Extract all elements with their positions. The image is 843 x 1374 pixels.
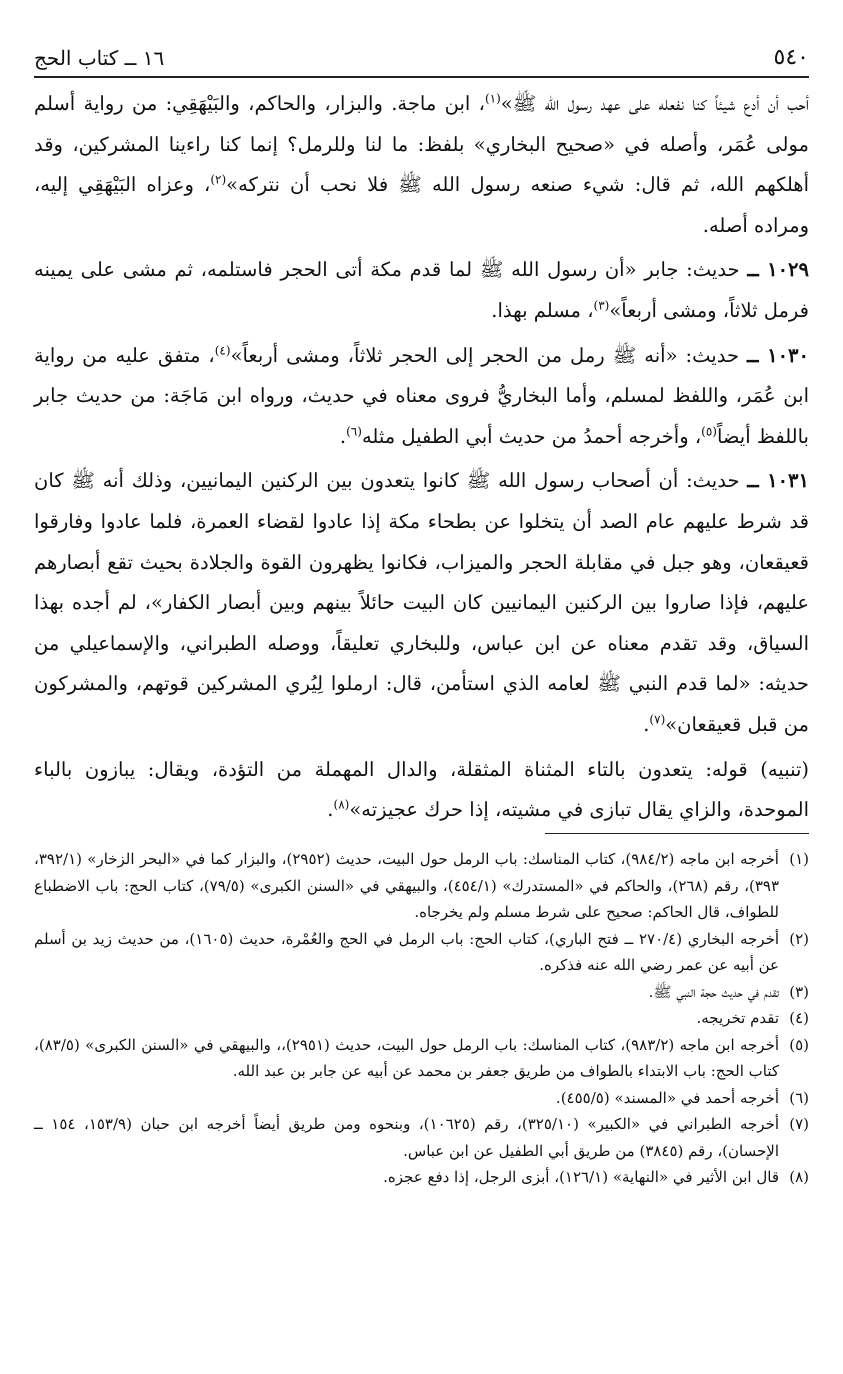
paragraph-text: (تنبيه) قوله: يتعدون بالتاء المثناة المثقلة، والدال المهملة من التؤدة، ويقال: يبازون بالباء الموحدة، والزاي يقال تبازى في مشيته، إذا حرك عجيزته» [34, 757, 809, 822]
footnote-item [34, 979, 809, 1006]
footnote-ref: (٥) [701, 424, 717, 439]
paragraph-text: . [339, 424, 347, 448]
paragraph-text: ، ابن ماجة. والبزار، والحاكم، والبَيْهَقِي: من رواية أسلم مولى عُمَر، وأصله في «صحيح البخاري» بلفظ: ما لنا وللرمل؟ إنما كنا راءينا المشركين، وقد أهلكهم الله، ثم قال: شيء صنعه رسول الله ﷺ فلا نحب أن نتركه» [34, 92, 809, 197]
footnote-text: أخرجه ابن ماجه (٩٨٣/٢)، كتاب المناسك: باب الرمل حول البيت، حديث (٢٩٥١)،، والبيهقي في «السنن الكبرى» (٨٣/٥)، كتاب الحج: باب الابتداء بالطواف من طريق جعفر بن محمد عن أبيه عن جابر بن عبد الله. [34, 1035, 780, 1080]
footnote-item [34, 1164, 809, 1191]
footnote-item [34, 926, 809, 979]
footnotes [34, 846, 809, 1191]
hadith-number: ١٠٣١ ــ [747, 469, 810, 493]
page-header [34, 30, 809, 78]
paragraph-text: حديث: «أنه ﷺ رمل من الحجر إلى الحجر ثلاثاً، ومشى أربعاً» [230, 343, 748, 367]
footnote-text: أخرجه ابن ماجه (٩٨٤/٢)، كتاب المناسك: باب الرمل حول البيت، حديث (٢٩٥٢)، والبزار كما في «البحر الزخار» (٣٩٢/١، ٣٩٣)، رقم (٢٦٨)، والحاكم في «المستدرك» (٤٥٤/١)، والبيهقي في «السنن الكبرى» (٧٩/٥)، كتاب الحج: باب الاضطباع للطواف، قال الحاكم: صحيح على شرط مسلم ولم يخرجاه. [34, 850, 779, 921]
footnote-text: أخرجه أحمد في «المسند» (٤٥٥/٥). [555, 1088, 779, 1107]
hadith-number: ١٠٣٠ ــ [747, 343, 809, 367]
footnote-number: (٨) [789, 1168, 809, 1186]
footnote-text: أخرجه البخاري (٢٧٠/٤ ــ فتح الباري)، كتاب الحج: باب الرمل في الحج والعُمْرة، حديث (١٦٠٥)، من حديث زيد بن أسلم عن أبيه عن عمر رضي الله عنه فذكره. [34, 929, 780, 974]
paragraph-text: . [327, 798, 334, 822]
hadith-paragraph [34, 461, 809, 745]
paragraph-text: ، مسلم بهذا. [491, 298, 594, 322]
footnote-item [34, 1005, 809, 1032]
footnote-item [34, 1111, 809, 1164]
paragraph-text: ، وأخرجه أحمدُ من حديث أبي الطفيل مثله [361, 424, 702, 448]
footnote-number: (٦) [789, 1088, 809, 1107]
footnote-ref: (٧) [649, 712, 666, 727]
paragraph-text: . [643, 712, 650, 736]
footnote-number: (٢) [789, 929, 809, 948]
paragraph-text: حديث: جابر «أن رسول الله ﷺ لما قدم مكة أتى الحجر فاستلمه، ثم مشى على يمينه فرمل ثلاثاً، ومشى أربعاً» [34, 258, 809, 322]
running-title: ١٦ ــ كتاب الحج [34, 46, 165, 70]
footnote-ref: (٦) [346, 424, 362, 439]
note-paragraph [34, 750, 809, 831]
footnote-separator [545, 833, 809, 834]
paragraph-text: حديث: أن أصحاب رسول الله ﷺ كانوا يتعدون بين الركنين اليمانيين، وذلك أنه ﷺ كان قد شرط عليهم عام الصد أن يتخلوا عن بطحاء مكة إذا عادوا لقضاء العمرة، فلما عادوا وفارقوا قعيقعان، وهو جبل في مقابلة الحجر والميزاب، فكانوا يظهرون القوة والجلادة بحيث تقع أبصارهم عليهم، فإذا صاروا بين الركنين اليمانيين كان البيت حائلاً بينهم وبين أبصار الكفار»، لم أجده بهذا السياق، وقد تقدم معناه عن ابن عباس، وللبخاري تعليقاً، ووصله الطبراني، والإسماعيلي من حديثه: «لما قدم النبي ﷺ لعامه الذي استأمن، قال: ارملوا لِيُري المشركين قوتهم، والمشركون من قبل قعيقعان» [34, 469, 809, 736]
paragraph [34, 84, 809, 246]
footnote-text: تقدم تخريجه. [696, 1009, 779, 1027]
main-text [34, 84, 809, 835]
footnote-item [34, 1032, 809, 1085]
page-number: ٥٤٠ [773, 45, 809, 70]
paragraph-text: ، متفق عليه من رواية ابن عُمَر، واللفظ لمسلم، وأما البخاريُّ فروى معناه في حديث، ورواه ابن مَاجَة: من حديث جابر باللفظ أيضاً [34, 343, 809, 448]
paragraph-text: أحب أن أدع شيئاً كنا نفعله على عهد رسول الله ﷺ» [500, 92, 810, 115]
paragraph-text: ، وعزاه البَيْهَقِي إليه، ومراده أصله. [34, 173, 809, 237]
footnote-ref: (١) [484, 91, 501, 106]
footnote-item [34, 846, 809, 926]
hadith-paragraph [34, 250, 809, 331]
footnote-item [34, 1085, 809, 1112]
footnote-ref: (٨) [333, 797, 350, 812]
footnote-number: (٤) [789, 1009, 809, 1027]
hadith-number: ١٠٢٩ ــ [747, 258, 809, 282]
footnote-ref: (٤) [214, 343, 231, 358]
footnote-ref: (٢) [210, 172, 227, 187]
footnote-text: أخرجه الطبراني في «الكبير» (٣٢٥/١٠)، رقم (١٠٦٢٥)، وبنحوه ومن طريق أيضاً أخرجه ابن حبان (١٥٣/٩، ١٥٤ ــ الإحسان)، رقم (٣٨٤٥) من طريق أبي الطفيل عن ابن عباس. [34, 1115, 780, 1160]
footnote-text: قال ابن الأثير في «النهاية» (١٢٦/١)، أبزى الرجل، إذا دفع عجزه. [383, 1168, 779, 1186]
footnote-number: (٥) [789, 1035, 809, 1054]
footnote-text: تقدم في حديث حجة النبي ﷺ. [648, 982, 779, 1001]
footnote-number: (٣) [789, 982, 809, 1001]
hadith-paragraph [34, 336, 809, 458]
footnote-number: (٧) [789, 1115, 809, 1133]
footnote-number: (١) [789, 850, 809, 868]
footnote-ref: (٣) [593, 298, 610, 313]
